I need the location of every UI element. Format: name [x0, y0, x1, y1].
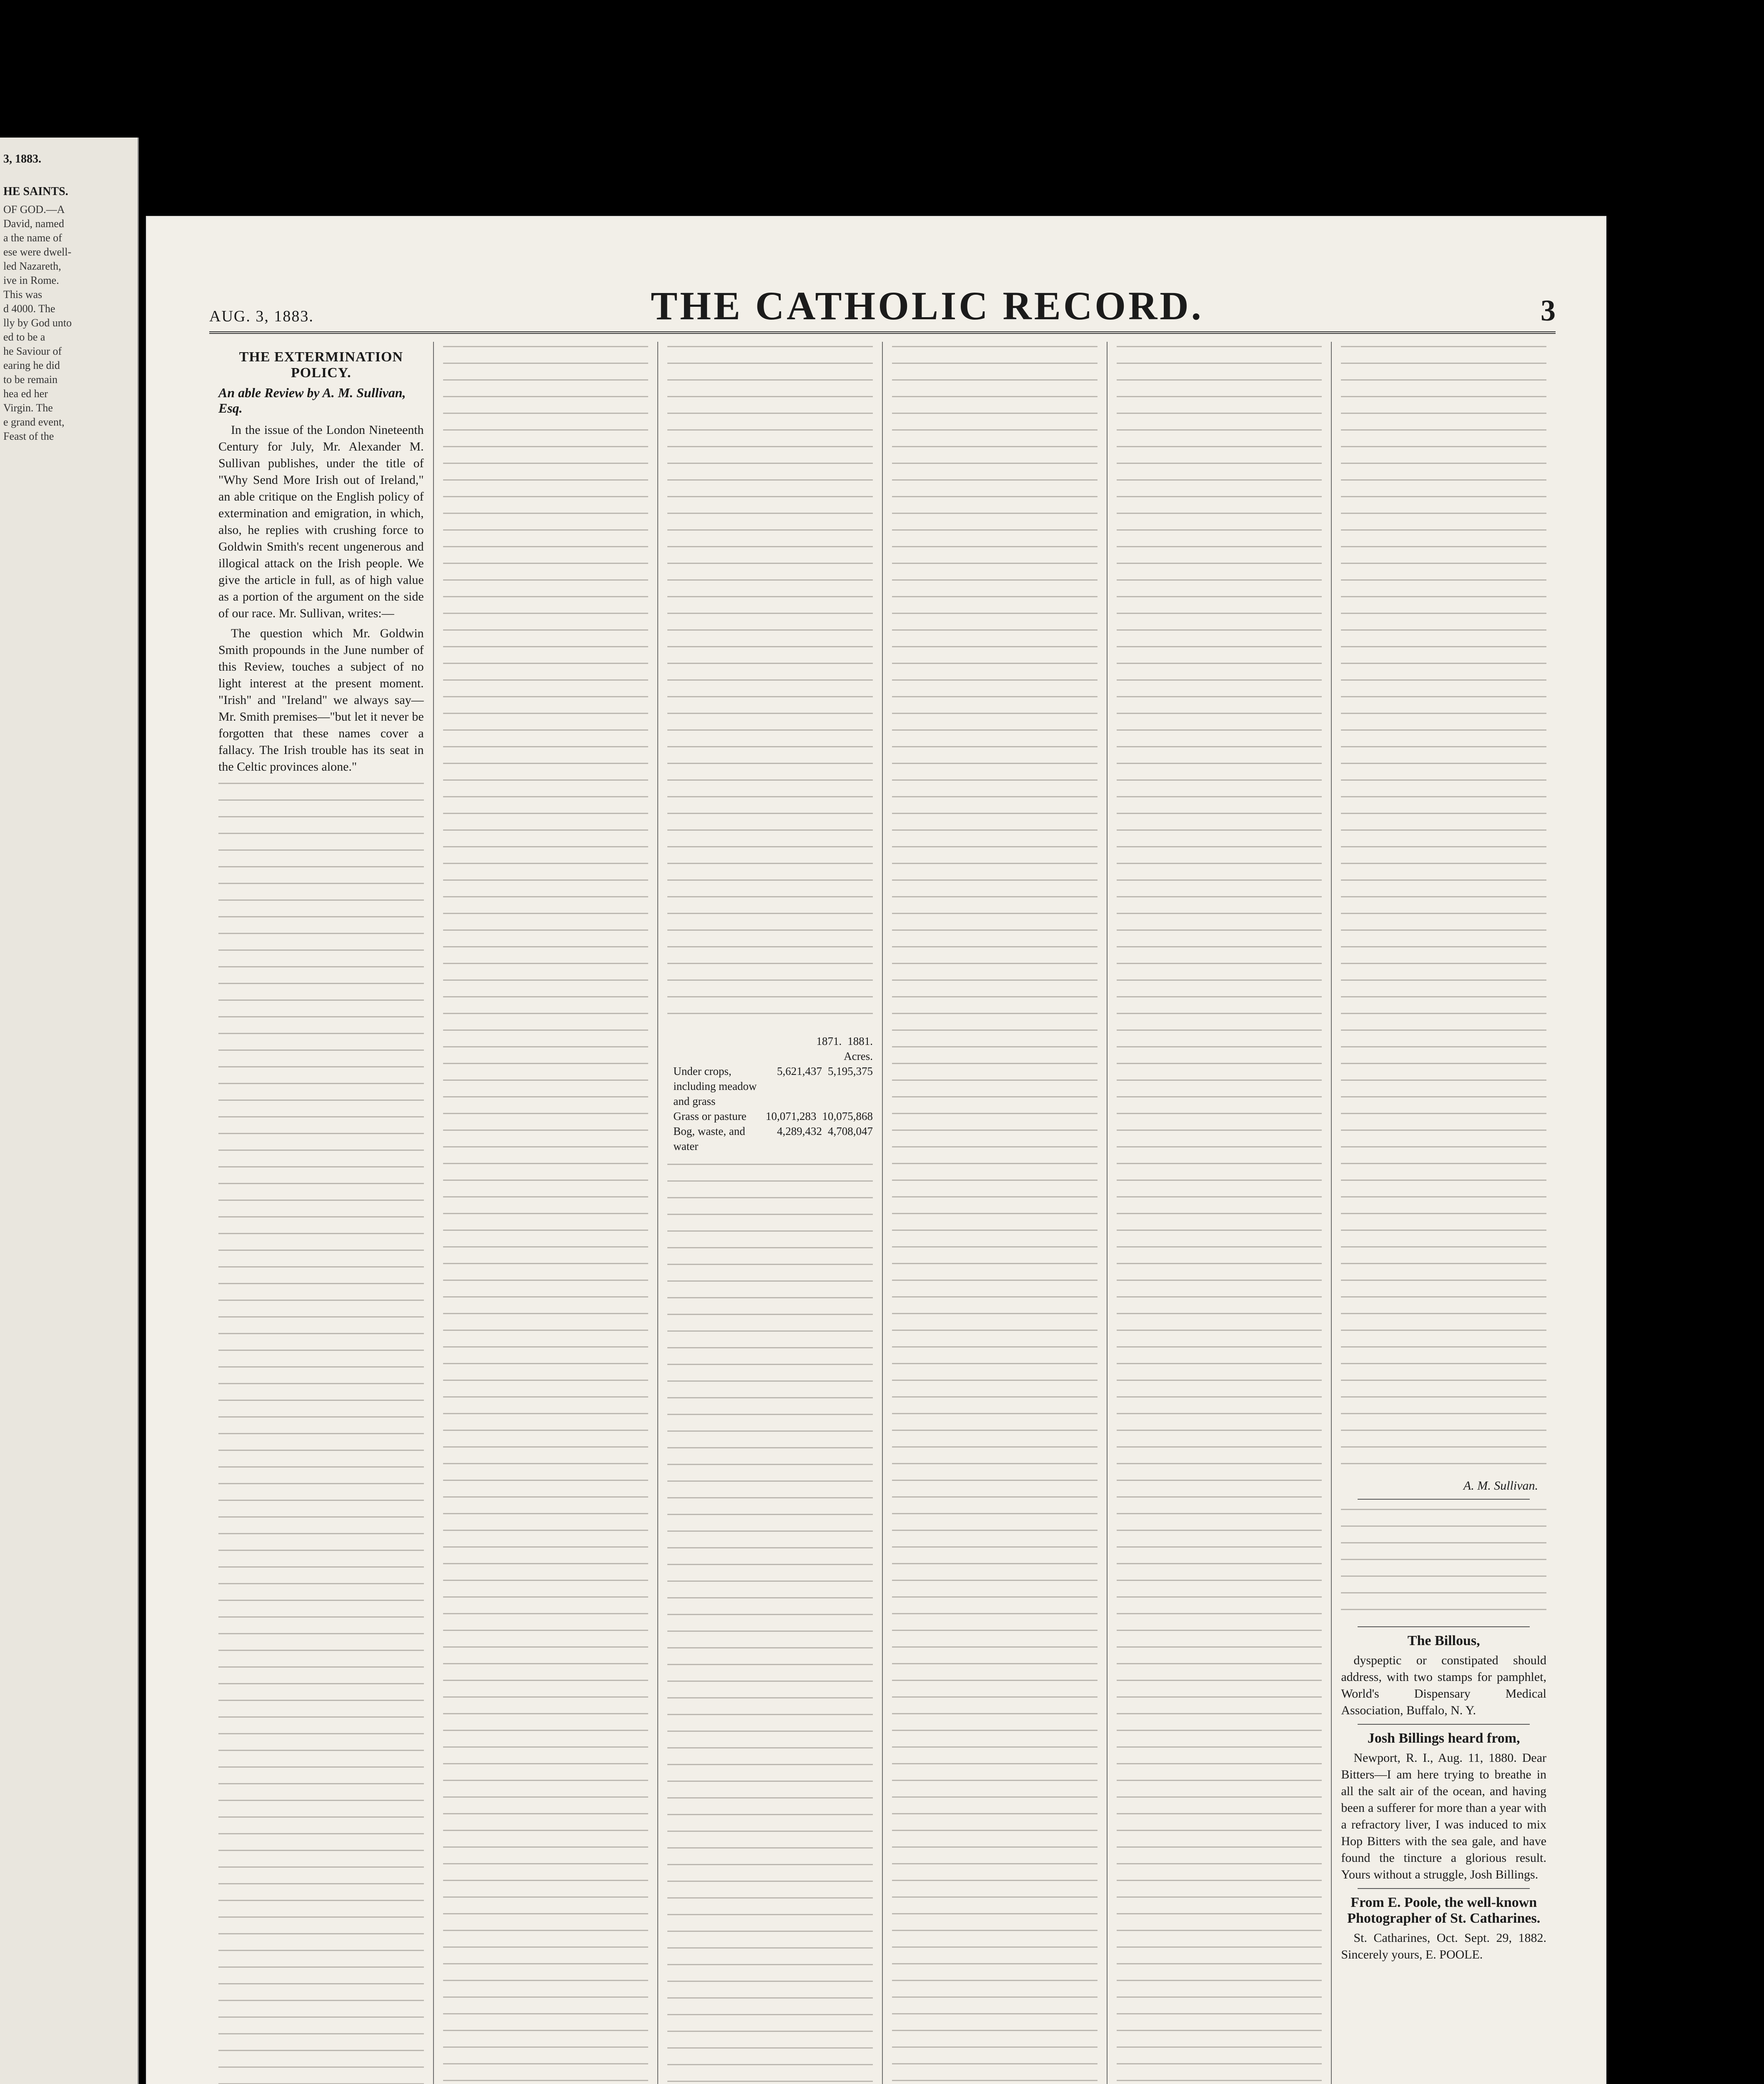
table-cell: 5,621,437: [777, 1065, 822, 1077]
previous-page-title: HE SAINTS.: [3, 185, 68, 198]
column-2: [433, 342, 658, 2084]
advice-paragraph: [1341, 1505, 1546, 1621]
newspaper-title: THE CATHOLIC RECORD.: [651, 283, 1204, 328]
column-6: [1331, 342, 1556, 2084]
divider: [1358, 1626, 1530, 1627]
column-1: [209, 342, 433, 2084]
article-body-text: [218, 779, 424, 2084]
table-cell: 4,289,432: [777, 1125, 822, 1137]
previous-page-text: OF GOD.—A David, named a the name of ese were dwell- led Nazareth, ive in Rome. This was d 4000. The lly by God unto ed to be a he Saviour of earing he did to be remain hea ed her Virgin. The e grand event, Feast of the: [3, 203, 72, 442]
issue-date: AUG. 3, 1883.: [209, 308, 314, 325]
article-body-text: [667, 1160, 873, 2084]
ad-text: dyspeptic or constipated should address, with two stamps for pamphlet, World's Dispensary Medical Association, Buffalo, N. Y.: [1341, 1653, 1547, 1717]
ad-text: St. Catharines, Oct. Sept. 29, 1882. Sincerely yours, E. POOLE.: [1341, 1931, 1547, 1961]
column-5: [1107, 342, 1331, 2084]
divider: [1358, 1888, 1530, 1889]
page-number: 3: [1540, 294, 1556, 327]
ad-heading: Josh Billings heard from,: [1367, 1731, 1520, 1746]
column-4: [882, 342, 1107, 2084]
table-cell: 5,195,375: [828, 1065, 873, 1077]
previous-page-fragment: [0, 138, 139, 2084]
article-body-text: [1117, 342, 1322, 2084]
article-subheading: An able Review by A. M. Sullivan, Esq.: [218, 385, 406, 416]
table-cell: 10,071,283: [766, 1110, 817, 1122]
ad-heading: From E. Poole, the well-known Photographer of St. Catharines.: [1347, 1895, 1541, 1926]
masthead: [209, 283, 1556, 334]
column-3: [657, 342, 882, 2084]
table-header: 1881.: [847, 1035, 873, 1047]
article-paragraph: The question which Mr. Goldwin Smith propounds in the June number of this Review, touches a subject of no light interest at the present moment. "Irish" and "Ireland" we always say—Mr. Smith premises—"but let it never be forgotten that these names cover a fallacy. The Irish trouble has its seat in the Celtic provinces alone.": [218, 626, 424, 774]
article-body-text: [667, 342, 873, 1029]
ad-heading: The Billous,: [1407, 1633, 1480, 1648]
divider: [1358, 1499, 1530, 1500]
table-header-row: [667, 1034, 873, 1049]
article-body-text: [892, 342, 1097, 2084]
table-unit-row: [667, 1049, 873, 1064]
article-body-text: [1341, 342, 1546, 1475]
article-heading: THE EXTERMINATION POLICY.: [239, 349, 403, 381]
table-unit: Acres.: [844, 1050, 873, 1062]
author-signature: A. M. Sullivan.: [1463, 1479, 1538, 1493]
table-header: 1871.: [816, 1035, 842, 1047]
land-use-table: [667, 1034, 873, 1154]
ad-text: Newport, R. I., Aug. 11, 1880. Dear Bitters—I am here trying to breathe in all the salt air of the ocean, and having been a sufferer for more than a year with a refractory liver, I was induced to mix Hop Bitters with the sea gale, and have found the tincture a glorious result. Yours without a struggle, Josh Billings.: [1341, 1751, 1547, 1881]
article-body-text: [443, 342, 649, 2084]
table-row: [667, 1124, 873, 1154]
newspaper-page: [147, 217, 1606, 2084]
table-cell: 4,708,047: [828, 1125, 873, 1137]
table-cell-label: Under crops, including meadow and grass: [673, 1065, 757, 1107]
table-cell: 10,075,868: [822, 1110, 873, 1122]
table-row: [667, 1109, 873, 1124]
column-grid: [209, 342, 1556, 2084]
table-row: [667, 1064, 873, 1109]
table-cell-label: Bog, waste, and water: [673, 1125, 745, 1152]
article-lead-paragraph: In the issue of the London Nineteenth Century for July, Mr. Alexander M. Sullivan publishes, under the title of "Why Send More Irish out of Ireland," an able critique on the English policy of extermination and emigration, in which, also, he replies with crushing force to Goldwin Smith's recent ungenerous and illogical attack on the Irish people. We give the article in full, as of high value as a portion of the argument on the side of our race. Mr. Sullivan, writes:—: [218, 423, 424, 620]
divider: [1358, 1724, 1530, 1725]
previous-page-header: 3, 1883.: [3, 153, 41, 165]
table-cell-label: Grass or pasture: [673, 1110, 747, 1122]
